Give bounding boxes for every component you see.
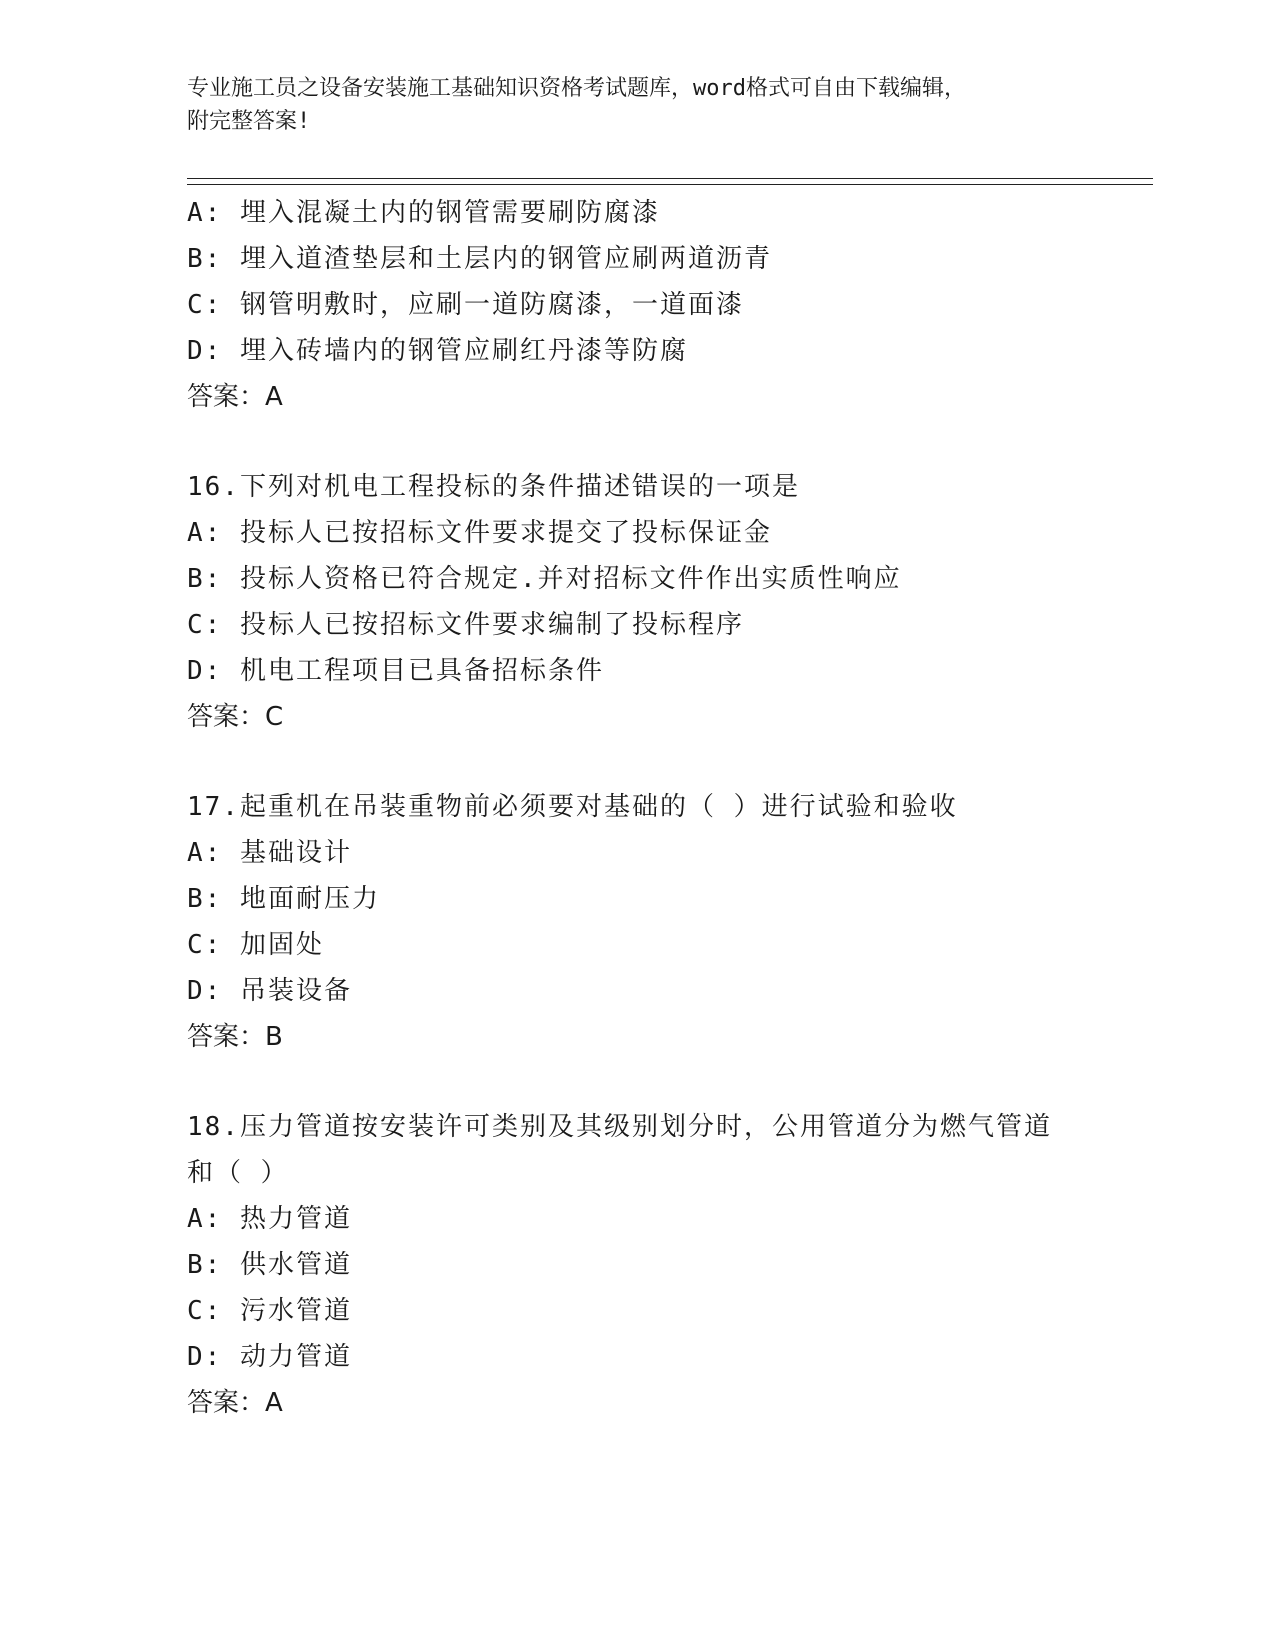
question-stem-line-1: 18.压力管道按安装许可类别及其级别划分时，公用管道分为燃气管道	[187, 1112, 1052, 1142]
answer-line: 答案：B	[187, 1022, 283, 1052]
header-divider	[187, 178, 1153, 185]
option-b: B: 供水管道	[187, 1250, 352, 1280]
option-b: B: 投标人资格已符合规定.并对招标文件作出实质性响应	[187, 564, 902, 594]
option-d: D: 吊装设备	[187, 976, 352, 1006]
question-spacer	[187, 740, 1147, 784]
option-a: A: 热力管道	[187, 1204, 352, 1234]
header-line-2: 附完整答案!	[187, 109, 311, 134]
answer-line: 答案：A	[187, 382, 283, 412]
question-17	[187, 784, 1147, 1060]
question-stem-line-2: 和（ ）	[187, 1158, 289, 1188]
option-b: B: 地面耐压力	[187, 884, 380, 914]
option-a: A: 埋入混凝土内的钢管需要刷防腐漆	[187, 198, 660, 228]
question-list	[187, 190, 1147, 1426]
option-a: A: 投标人已按招标文件要求提交了投标保证金	[187, 518, 772, 548]
option-c: C: 钢管明敷时，应刷一道防腐漆，一道面漆	[187, 290, 744, 320]
answer-line: 答案：A	[187, 1388, 283, 1418]
question-spacer	[187, 420, 1147, 464]
question-18	[187, 1104, 1147, 1426]
question-stem: 17.起重机在吊装重物前必须要对基础的（ ）进行试验和验收	[187, 792, 958, 822]
document-header	[187, 72, 1107, 138]
option-c: C: 加固处	[187, 930, 324, 960]
question-spacer	[187, 1060, 1147, 1104]
header-line-1: 专业施工员之设备安装施工基础知识资格考试题库，word格式可自由下载编辑，	[187, 76, 966, 101]
option-c: C: 污水管道	[187, 1296, 352, 1326]
option-b: B: 埋入道渣垫层和土层内的钢管应刷两道沥青	[187, 244, 772, 274]
answer-line: 答案：C	[187, 702, 284, 732]
question-stem: 16.下列对机电工程投标的条件描述错误的一项是	[187, 472, 800, 502]
option-d: D: 动力管道	[187, 1342, 352, 1372]
question-15	[187, 190, 1147, 420]
option-d: D: 机电工程项目已具备招标条件	[187, 656, 604, 686]
option-d: D: 埋入砖墙内的钢管应刷红丹漆等防腐	[187, 336, 688, 366]
question-16	[187, 464, 1147, 740]
option-a: A: 基础设计	[187, 838, 352, 868]
option-c: C: 投标人已按招标文件要求编制了投标程序	[187, 610, 744, 640]
